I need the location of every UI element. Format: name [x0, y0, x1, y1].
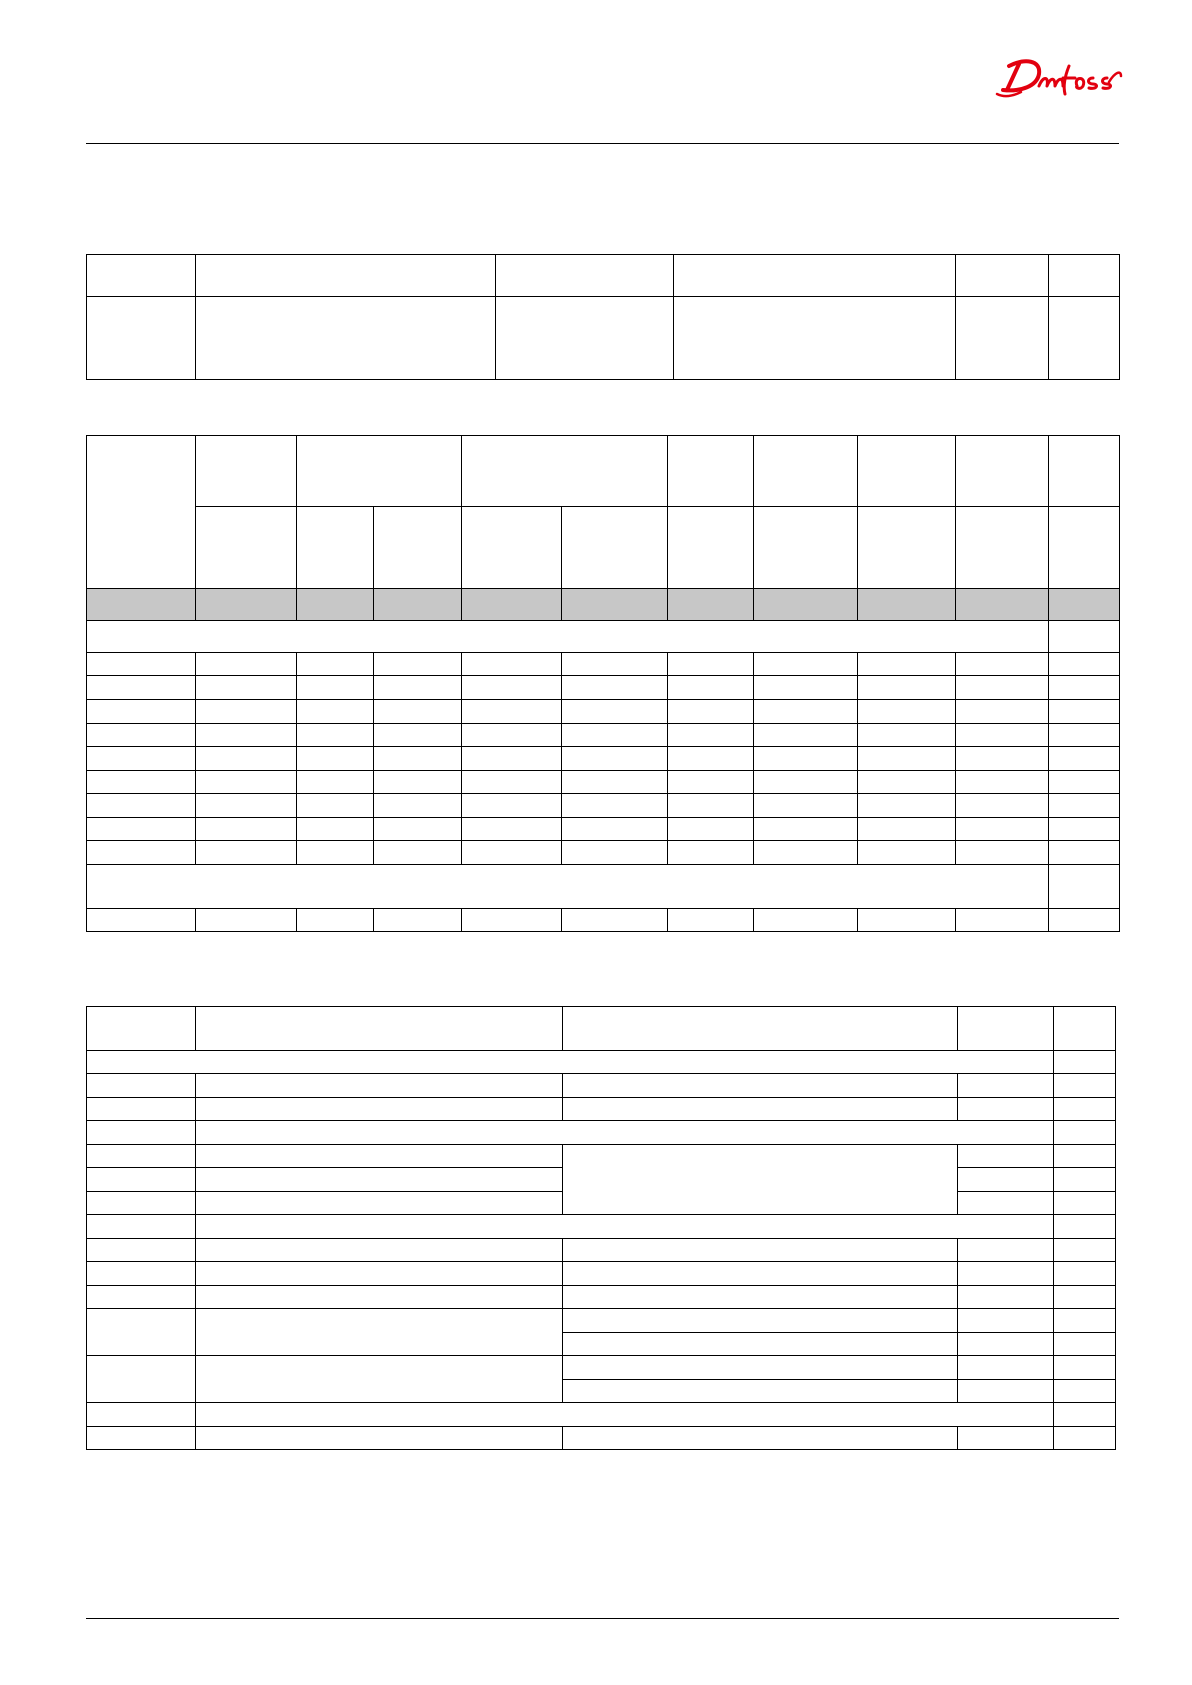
table-cell [87, 653, 196, 676]
table-row [87, 1286, 1116, 1309]
table-header-cell [196, 1007, 563, 1051]
table-cell [462, 909, 562, 932]
table-header-cell [1054, 1007, 1116, 1051]
table-cell [674, 297, 956, 380]
table-cell [196, 1215, 1054, 1239]
table-cell [668, 724, 754, 747]
table-cell [1054, 1333, 1116, 1356]
table-cell [87, 771, 196, 794]
table-cell [858, 724, 956, 747]
table-cell [297, 909, 374, 932]
table-header-row [87, 507, 1120, 589]
table-cell [668, 747, 754, 771]
table-cell [297, 841, 374, 865]
table-cell [1054, 1427, 1116, 1450]
table-cell [668, 700, 754, 724]
table-cell [754, 700, 858, 724]
table-cell [374, 771, 462, 794]
table-cell [668, 653, 754, 676]
table-cell [87, 589, 196, 621]
table-cell [374, 747, 462, 771]
table-cell [858, 818, 956, 841]
table-cell [858, 747, 956, 771]
table-cell [87, 1286, 196, 1309]
table-cell [196, 1427, 563, 1450]
table-cell [196, 747, 297, 771]
table-cell [87, 1145, 196, 1168]
table-cell [196, 1192, 563, 1215]
table-cell [1054, 1168, 1116, 1192]
table-cell [858, 589, 956, 621]
table-cell [562, 771, 668, 794]
table-row [87, 1356, 1116, 1380]
table-cell [958, 1356, 1054, 1380]
options-table [86, 1006, 1116, 1450]
table-cell [958, 1262, 1054, 1286]
table-cell [374, 794, 462, 818]
table-cell [87, 794, 196, 818]
table-cell [87, 255, 196, 297]
table-cell [563, 1286, 958, 1309]
table-cell [1054, 1356, 1116, 1380]
table-row [87, 909, 1120, 932]
table-cell [1049, 653, 1120, 676]
table-row [87, 841, 1120, 865]
table-header-cell [668, 436, 754, 507]
table-cell [956, 794, 1049, 818]
table-cell [87, 1215, 196, 1239]
table-cell [958, 1168, 1054, 1192]
table-header-cell [87, 436, 196, 589]
table-cell [562, 747, 668, 771]
table-cell [668, 589, 754, 621]
table-cell [297, 676, 374, 700]
table-unit-row [87, 589, 1120, 621]
table-cell [87, 1239, 196, 1262]
table-cell [956, 700, 1049, 724]
table-cell [1054, 1215, 1116, 1239]
table-cell [562, 676, 668, 700]
table-cell [297, 653, 374, 676]
table-cell [297, 771, 374, 794]
table-cell [956, 909, 1049, 932]
table-header-cell [754, 436, 858, 507]
table-cell [754, 771, 858, 794]
table-row [87, 1262, 1116, 1286]
table-cell [1049, 841, 1120, 865]
table-cell [1054, 1192, 1116, 1215]
table-cell [754, 676, 858, 700]
table-cell [668, 841, 754, 865]
table-cell [754, 818, 858, 841]
table-cell [1054, 1121, 1116, 1145]
table-cell [496, 297, 674, 380]
table-cell [754, 653, 858, 676]
table-cell [563, 1380, 958, 1403]
table-cell [196, 818, 297, 841]
table-cell [1049, 297, 1120, 380]
table-merged-cell [563, 1145, 958, 1215]
table-cell [668, 818, 754, 841]
table-section-row [87, 621, 1120, 653]
table-cell [87, 747, 196, 771]
table-cell [563, 1262, 958, 1286]
table-cell [196, 700, 297, 724]
table-cell [1049, 700, 1120, 724]
table-header-cell [858, 436, 956, 507]
table-cell [87, 621, 1049, 653]
table-cell [562, 724, 668, 747]
table-row [87, 1239, 1116, 1262]
table-cell [958, 1427, 1054, 1450]
table-row [87, 1098, 1116, 1121]
table-header-cell [374, 507, 462, 589]
table-row [87, 676, 1120, 700]
table-cell [196, 1168, 563, 1192]
table-cell [374, 909, 462, 932]
table-cell [858, 653, 956, 676]
table-row [87, 771, 1120, 794]
table-cell [297, 818, 374, 841]
table-header-cell [1049, 436, 1120, 507]
table-cell [958, 1098, 1054, 1121]
table-cell [297, 794, 374, 818]
table-cell [958, 1074, 1054, 1098]
table-cell [1049, 794, 1120, 818]
table-cell [563, 1356, 958, 1380]
table-cell [1049, 255, 1120, 297]
table-header-row [87, 436, 1120, 507]
danfoss-logo [995, 52, 1123, 100]
table-cell [87, 909, 196, 932]
table-section-row [87, 1215, 1116, 1239]
table-cell [87, 1262, 196, 1286]
table-header-row [87, 1007, 1116, 1051]
table-cell [1049, 747, 1120, 771]
table-cell [1054, 1051, 1116, 1074]
table-cell [858, 794, 956, 818]
table-merged-cell [196, 1309, 563, 1356]
table-cell [562, 909, 668, 932]
table-cell [562, 589, 668, 621]
table-cell [754, 724, 858, 747]
table-cell [956, 297, 1049, 380]
table-cell [754, 909, 858, 932]
table-cell [1049, 818, 1120, 841]
table-cell [297, 747, 374, 771]
table-merged-cell [196, 1356, 563, 1403]
table-cell [87, 1192, 196, 1215]
table-header-cell [754, 507, 858, 589]
table-row [87, 700, 1120, 724]
table-cell [196, 1074, 563, 1098]
table-row [87, 724, 1120, 747]
table-row [87, 818, 1120, 841]
table-header-cell [297, 436, 462, 507]
table-cell [87, 841, 196, 865]
table-header-cell [462, 507, 562, 589]
table-cell [562, 794, 668, 818]
table-header-cell [462, 436, 668, 507]
table-cell [754, 841, 858, 865]
table-cell [87, 1168, 196, 1192]
table-cell [1049, 589, 1120, 621]
table-cell [562, 653, 668, 676]
table-cell [374, 818, 462, 841]
table-header-cell [1049, 507, 1120, 589]
header-rule [86, 143, 1119, 144]
table-merged-cell [87, 1309, 196, 1356]
table-cell [1049, 771, 1120, 794]
table-cell [87, 818, 196, 841]
table-cell [562, 818, 668, 841]
table-row [87, 255, 1120, 297]
table-cell [1054, 1145, 1116, 1168]
table-cell [462, 747, 562, 771]
table-cell [462, 589, 562, 621]
table-cell [496, 255, 674, 297]
table-cell [956, 818, 1049, 841]
table-cell [956, 747, 1049, 771]
table-cell [196, 297, 496, 380]
table-cell [956, 589, 1049, 621]
table-cell [462, 724, 562, 747]
table-row [87, 747, 1120, 771]
table-cell [374, 700, 462, 724]
table-cell [87, 1051, 1054, 1074]
table-cell [196, 676, 297, 700]
table-cell [956, 255, 1049, 297]
table-cell [958, 1239, 1054, 1262]
table-cell [1054, 1098, 1116, 1121]
table-cell [196, 1286, 563, 1309]
table-cell [858, 700, 956, 724]
table-cell [87, 1403, 196, 1427]
table-cell [668, 771, 754, 794]
specifications-table [86, 435, 1120, 932]
document-info-table [86, 254, 1120, 380]
table-cell [958, 1380, 1054, 1403]
table-cell [374, 724, 462, 747]
table-cell [87, 1121, 196, 1145]
table-header-cell [196, 436, 297, 507]
table-cell [374, 841, 462, 865]
table-cell [563, 1239, 958, 1262]
table-section-row [87, 1403, 1116, 1427]
table-cell [462, 771, 562, 794]
table-cell [956, 653, 1049, 676]
table-row [87, 1074, 1116, 1098]
table-cell [196, 1145, 563, 1168]
table-cell [196, 255, 496, 297]
table-header-cell [956, 436, 1049, 507]
table-cell [196, 794, 297, 818]
table-cell [668, 909, 754, 932]
table-header-cell [858, 507, 956, 589]
table-cell [1049, 865, 1120, 909]
table-cell [297, 700, 374, 724]
table-header-cell [668, 507, 754, 589]
table-cell [462, 700, 562, 724]
table-cell [1049, 621, 1120, 653]
table-cell [754, 589, 858, 621]
table-cell [858, 676, 956, 700]
table-row [87, 1427, 1116, 1450]
table-row [87, 1121, 1116, 1145]
table-cell [87, 865, 1049, 909]
table-cell [1054, 1074, 1116, 1098]
table-cell [956, 676, 1049, 700]
table-cell [297, 724, 374, 747]
table-cell [563, 1333, 958, 1356]
table-cell [958, 1333, 1054, 1356]
table-header-cell [563, 1007, 958, 1051]
table-cell [196, 1239, 563, 1262]
table-header-cell [196, 507, 297, 589]
table-cell [462, 818, 562, 841]
table-cell [1054, 1239, 1116, 1262]
table-cell [1049, 909, 1120, 932]
table-cell [462, 841, 562, 865]
table-header-cell [297, 507, 374, 589]
table-cell [462, 794, 562, 818]
table-cell [196, 841, 297, 865]
table-cell [374, 589, 462, 621]
table-cell [374, 653, 462, 676]
table-cell [196, 1121, 1054, 1145]
table-section-row [87, 865, 1120, 909]
table-cell [1054, 1262, 1116, 1286]
table-cell [958, 1145, 1054, 1168]
table-section-row [87, 1051, 1116, 1074]
table-cell [87, 297, 196, 380]
table-row [87, 1145, 1116, 1168]
table-cell [1049, 676, 1120, 700]
table-cell [754, 747, 858, 771]
table-cell [297, 589, 374, 621]
table-row [87, 297, 1120, 380]
table-cell [858, 909, 956, 932]
table-cell [87, 1098, 196, 1121]
table-cell [754, 794, 858, 818]
table-cell [668, 676, 754, 700]
table-cell [956, 771, 1049, 794]
table-cell [1054, 1403, 1116, 1427]
table-merged-cell [87, 1356, 196, 1403]
table-cell [563, 1098, 958, 1121]
table-cell [956, 724, 1049, 747]
table-cell [462, 653, 562, 676]
table-cell [563, 1074, 958, 1098]
table-cell [674, 255, 956, 297]
table-cell [1054, 1286, 1116, 1309]
table-cell [668, 794, 754, 818]
table-cell [196, 1262, 563, 1286]
table-cell [196, 909, 297, 932]
table-cell [87, 1074, 196, 1098]
table-cell [196, 724, 297, 747]
table-cell [562, 700, 668, 724]
table-cell [1054, 1309, 1116, 1333]
table-cell [196, 1403, 1054, 1427]
table-cell [956, 841, 1049, 865]
table-header-cell [87, 1007, 196, 1051]
table-header-cell [956, 507, 1049, 589]
table-cell [562, 841, 668, 865]
table-cell [563, 1427, 958, 1450]
table-row [87, 653, 1120, 676]
table-cell [196, 653, 297, 676]
table-cell [958, 1192, 1054, 1215]
table-cell [858, 841, 956, 865]
table-cell [87, 1427, 196, 1450]
table-cell [858, 771, 956, 794]
table-cell [1049, 724, 1120, 747]
table-cell [1054, 1380, 1116, 1403]
table-cell [87, 676, 196, 700]
table-cell [87, 700, 196, 724]
table-cell [958, 1309, 1054, 1333]
table-cell [462, 676, 562, 700]
table-cell [958, 1286, 1054, 1309]
footer-rule [86, 1618, 1119, 1619]
table-row [87, 794, 1120, 818]
table-cell [196, 1098, 563, 1121]
table-header-cell [562, 507, 668, 589]
table-cell [374, 676, 462, 700]
table-cell [196, 771, 297, 794]
table-cell [87, 724, 196, 747]
table-header-cell [958, 1007, 1054, 1051]
table-cell [563, 1309, 958, 1333]
table-cell [196, 589, 297, 621]
table-row [87, 1309, 1116, 1333]
